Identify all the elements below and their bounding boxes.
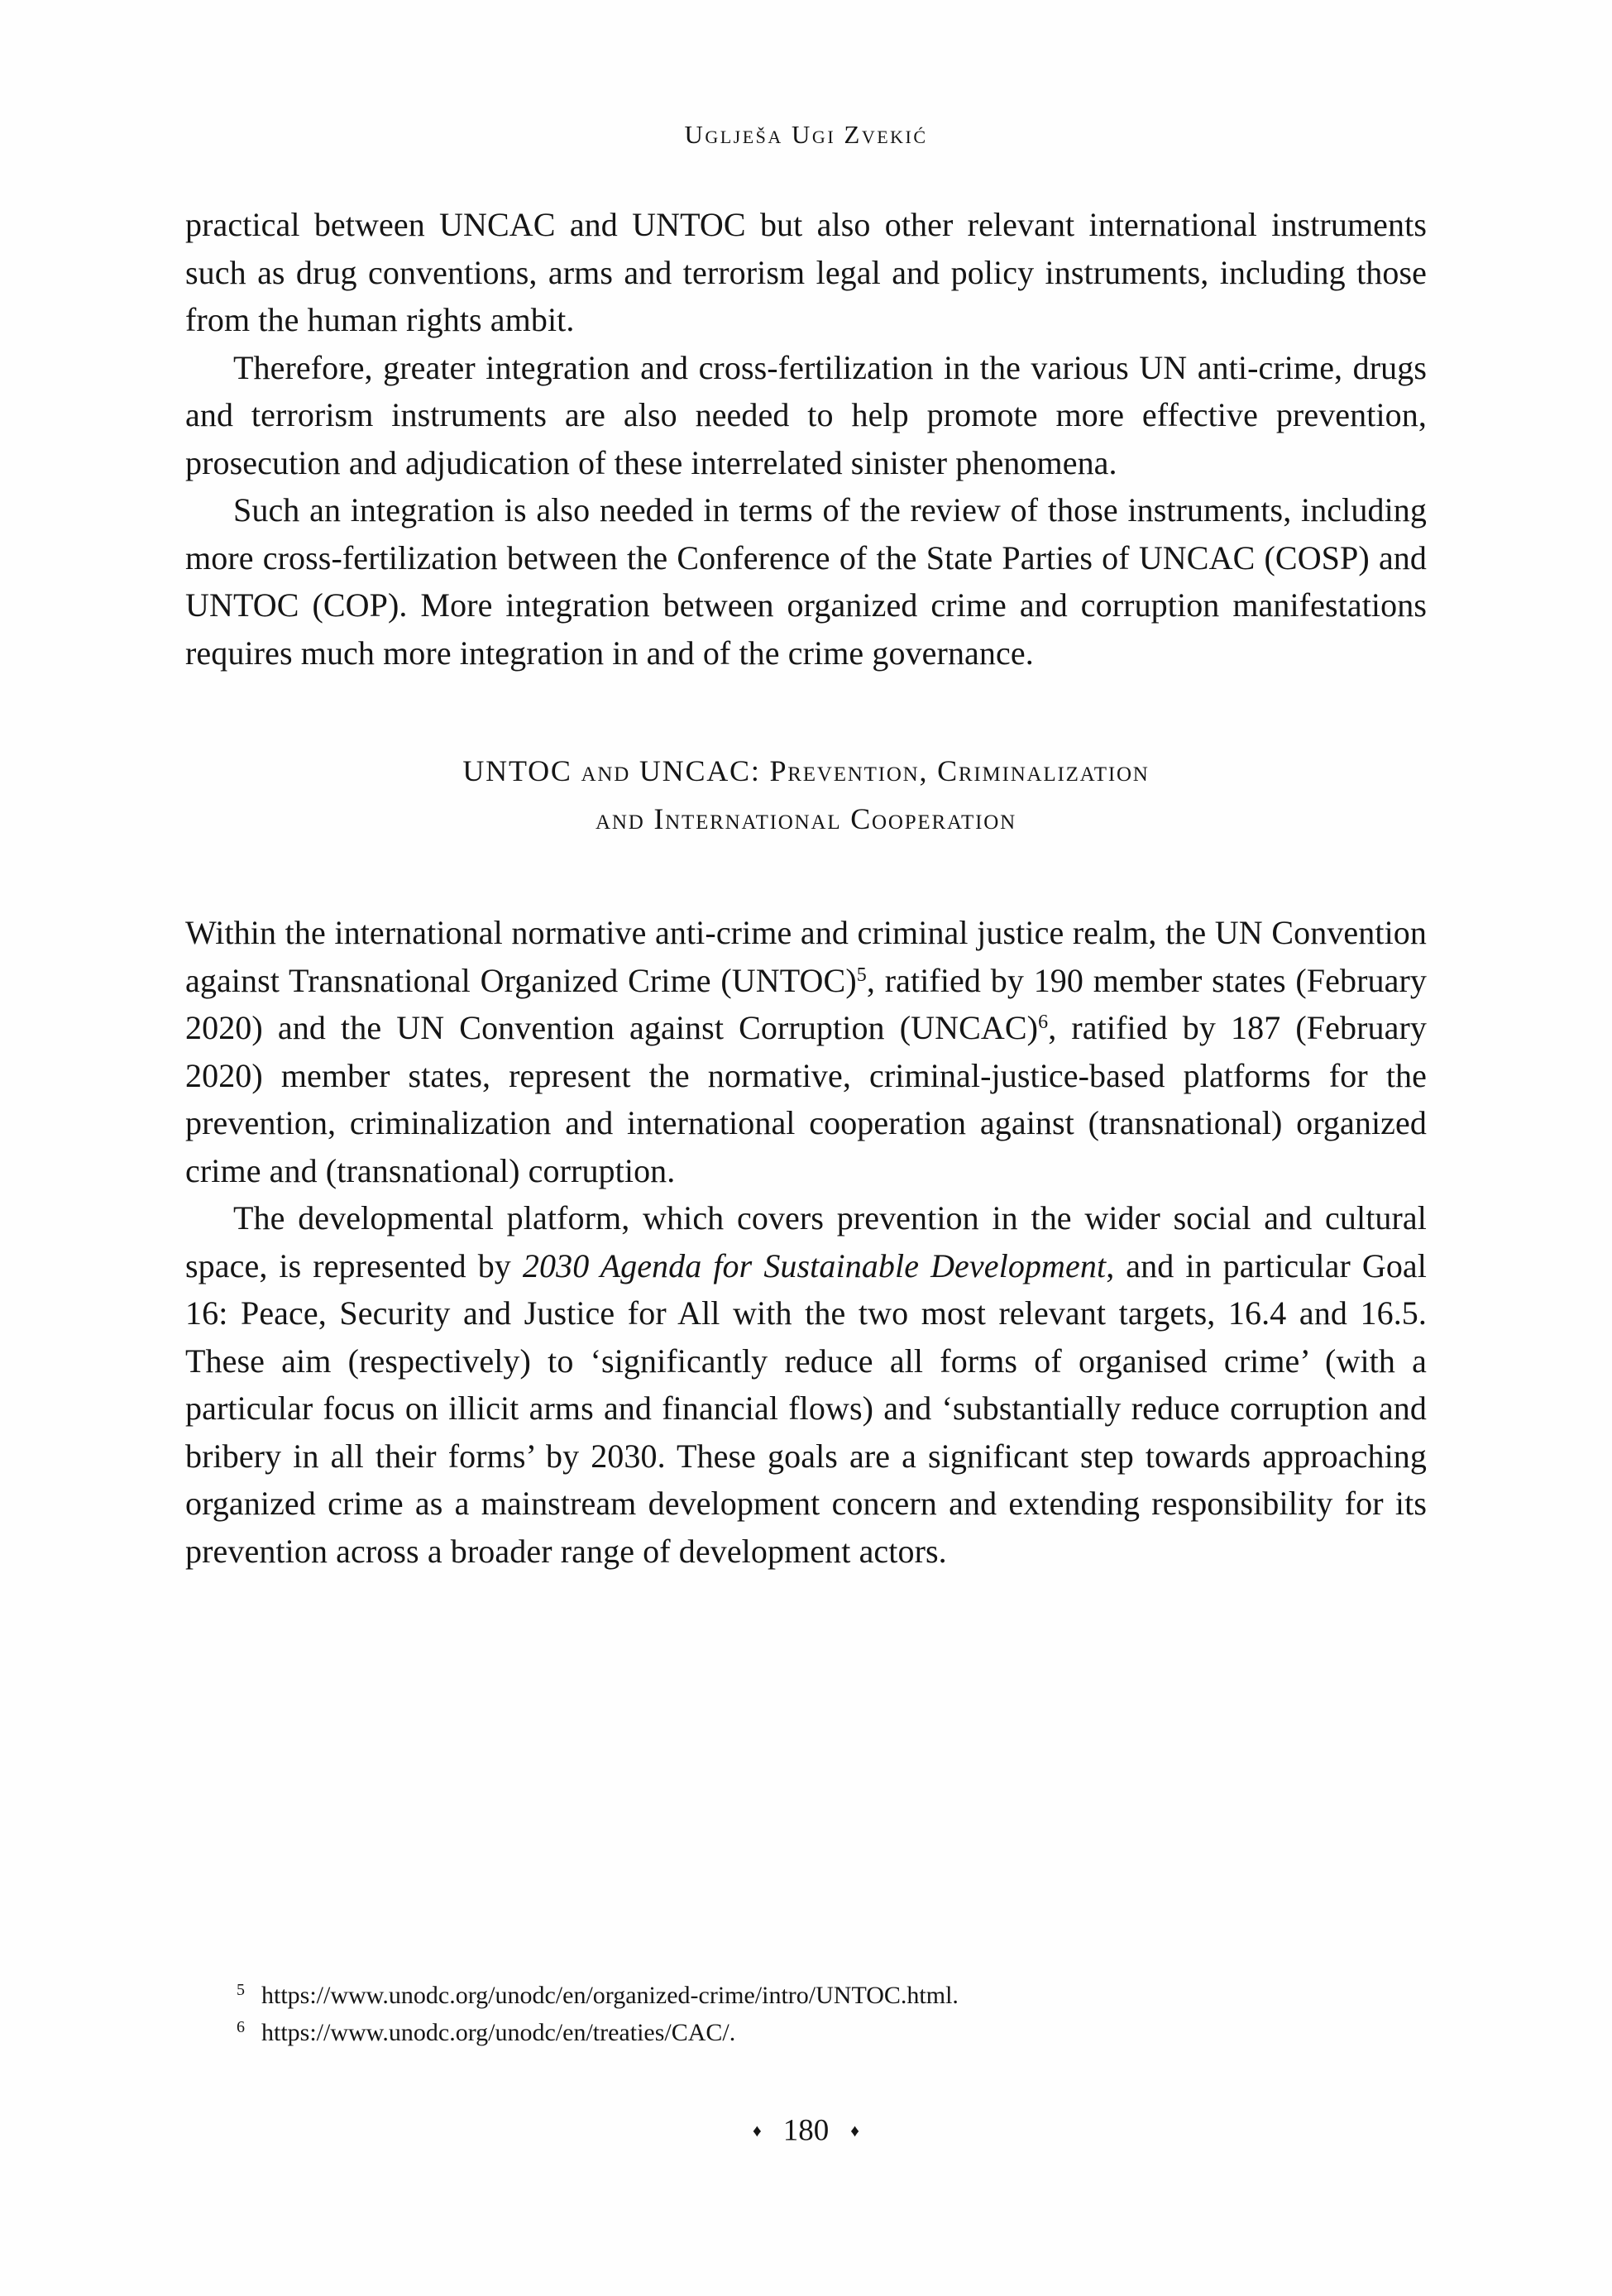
text-run: , ratified by 187 (February 2020) member states, represent the normative, criminal-justice-based platforms for the prevention, criminalization and international cooperation against (transnational) organized crime and (transnational) corruption.: [185, 1009, 1427, 1189]
text-run: , and in particular Goal 16: Peace, Security and Justice for All with the two most relevant targets, 16.4 and 16.5. These aim (respectively) to ‘significantly reduce all forms of organised crime’ (with a particular focus on illicit arms and financial flows) and ‘substantially reduce corruption and bribery in all their forms’ by 2030. These goals are a significant step towards approaching organized crime as a mainstream development concern and extending responsibility for its prevention across a broader range of development actors.: [185, 1246, 1428, 1570]
text-run-sup: 6: [1038, 1011, 1049, 1033]
body-paragraph-untoc-uncac: [185, 909, 1427, 1194]
text-run-italic: 2030 Agenda for Sustainable Development: [522, 1246, 1107, 1284]
section-heading-line-2: and International Cooperation: [596, 801, 1016, 835]
body-paragraph-integration: [185, 486, 1427, 677]
section-heading: [185, 748, 1427, 843]
text-run: Therefore, greater integration and cross-fertilization in the various UN anti-crime, drugs and terrorism instruments are also needed to help promote more effective prevention, prosecution and adjudication of these interrelated sinister phenomena.: [185, 348, 1427, 481]
text-run-sup: 5: [856, 964, 867, 986]
text-run: practical between UNCAC and UNTOC but also other relevant international instruments such as drug conventions, arms and terrorism legal and policy instruments, including those from the human rights ambit.: [185, 206, 1427, 338]
running-header-author: Uglješa Ugi Zvekić: [684, 120, 928, 149]
footnote-5-url: https://www.unodc.org/unodc/en/organized-crime/intro/UNTOC.html.: [261, 1982, 959, 2009]
main-text-block: [185, 201, 1427, 1575]
page-number: 180: [782, 2113, 830, 2148]
footnotes-block: [185, 1977, 1427, 2051]
text-run: Such an integration is also needed in terms of the review of those instruments, including more cross-fertilization between the Conference of the State Parties of UNCAC (COSP) and UNTOC (COP). More integration between organized crime and corruption manifestations requires much more integration in and of the crime governance.: [185, 491, 1427, 672]
footnote-6-url: https://www.unodc.org/unodc/en/treaties/CAC/.: [261, 2019, 736, 2046]
diamond-bullet-icon: ♦: [753, 2121, 762, 2141]
footnote-5: [185, 1977, 1427, 2014]
footnote-6-marker: 6: [237, 2018, 245, 2036]
body-paragraph-developmental-platform: [185, 1194, 1427, 1575]
body-paragraph-therefore: [185, 344, 1427, 487]
footnote-6: [185, 2014, 1427, 2051]
page-number-row: [0, 2111, 1612, 2151]
body-paragraph-continuation: [185, 201, 1427, 344]
text-run: , ratified by 190 member states (February 2020) and the UN Convention against Corruption (UNCAC): [185, 961, 1428, 1046]
section-heading-line-1: UNTOC and UNCAC: Prevention, Criminalization: [462, 754, 1150, 787]
text-run: The developmental platform, which covers prevention in the wider social and cultural space, is represented by: [185, 1199, 1427, 1284]
text-run: Within the international normative anti-crime and criminal justice realm, the UN Convention against Transnational Organized Crime (UNTOC): [185, 914, 1427, 999]
diamond-bullet-icon: ♦: [850, 2121, 859, 2141]
footnote-5-marker: 5: [237, 1981, 245, 1999]
